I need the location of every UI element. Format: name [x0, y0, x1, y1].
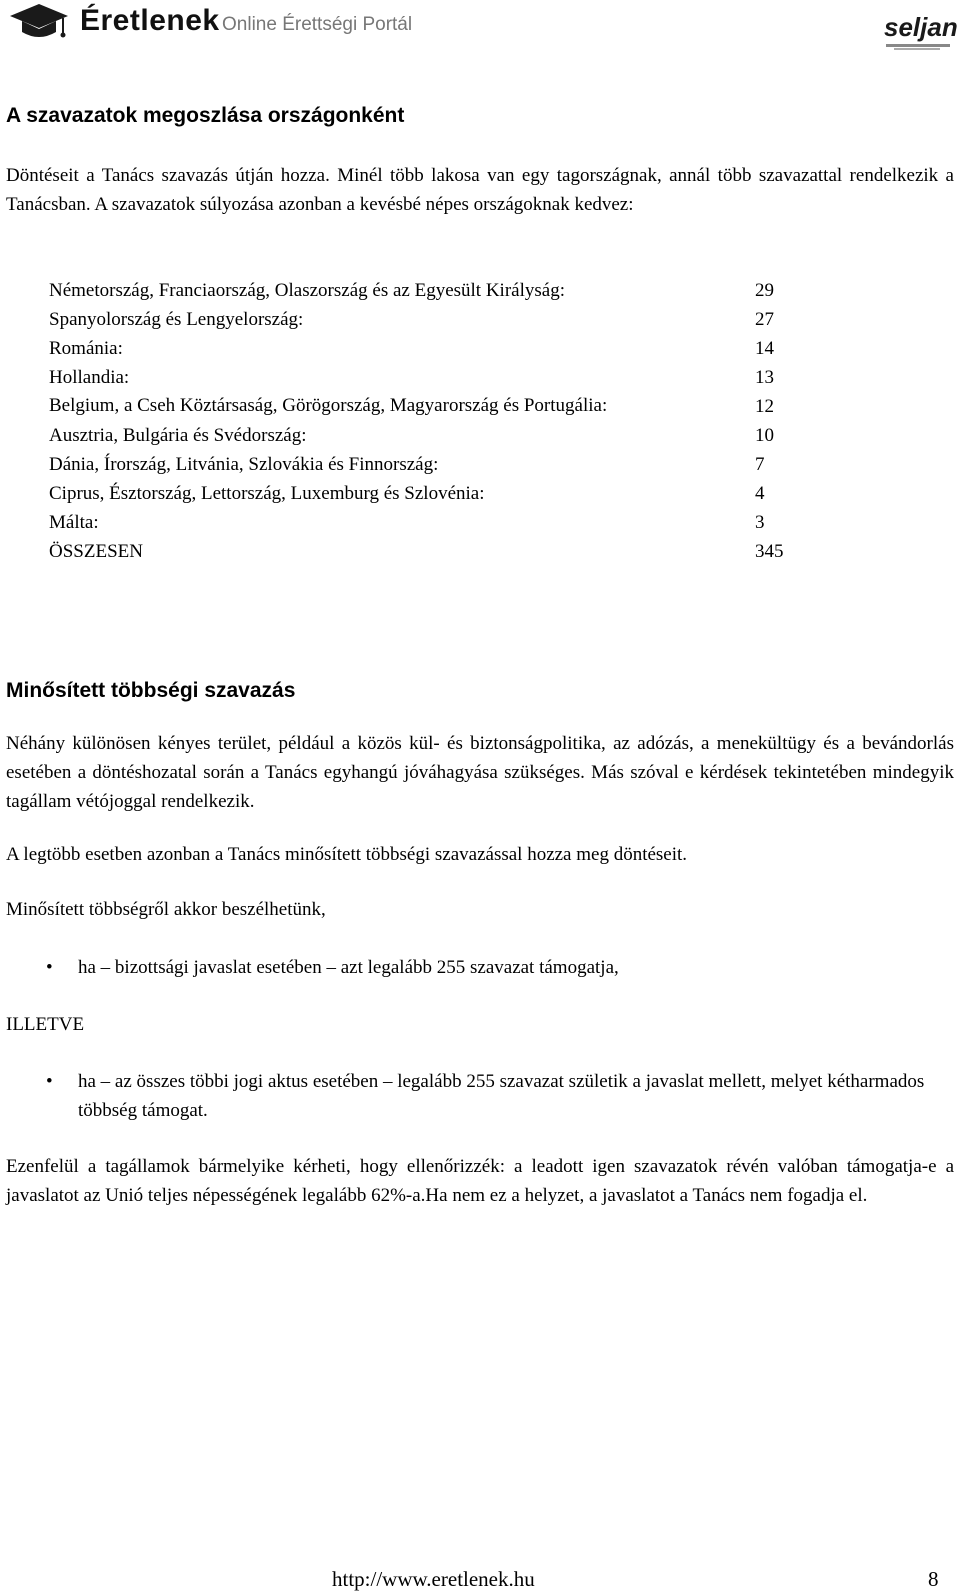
table-row: [49, 421, 815, 450]
bullet-icon: •: [46, 1071, 53, 1092]
country-cell: Spanyolország és Lengyelország:: [49, 309, 304, 330]
table-row: [49, 450, 815, 479]
votes-cell: 10: [755, 425, 774, 446]
votes-cell: 29: [755, 280, 774, 301]
table-row: [49, 479, 815, 508]
graduation-cap-icon: [8, 2, 70, 42]
table-row: [49, 305, 815, 334]
votes-table: [49, 276, 815, 566]
country-cell: Ciprus, Észtország, Lettország, Luxemburg és Szlovénia:: [49, 483, 485, 504]
site-logo-subtitle: Online Érettségi Portál: [222, 14, 413, 35]
list-item-text: ha – bizottsági javaslat esetében – azt legalább 255 szavazat támogatja,: [78, 957, 619, 978]
country-cell: Belgium, a Cseh Köztársaság, Görögország, Magyarország és Portugália:: [49, 394, 608, 416]
votes-cell: 4: [755, 483, 765, 504]
table-row: [49, 508, 815, 537]
votes-cell: 7: [755, 454, 765, 475]
table-row: [49, 392, 815, 421]
country-cell: Németország, Franciaország, Olaszország és az Egyesült Királyság:: [49, 280, 565, 301]
partner-logo-bar: [886, 44, 950, 47]
partner-logo-text: seljan: [884, 12, 958, 42]
country-cell: Hollandia:: [49, 367, 130, 388]
page-number: 8: [928, 1567, 939, 1591]
country-cell: Dánia, Írország, Litvánia, Szlovákia és Finnország:: [49, 454, 439, 475]
table-row: [49, 276, 815, 305]
votes-cell: 27: [755, 309, 774, 330]
country-cell: Románia:: [49, 338, 123, 359]
table-row: [49, 537, 815, 566]
partner-logo: [884, 8, 958, 48]
section-title-qualified-majority: Minősített többségi szavazás: [6, 679, 296, 702]
paragraph-conditions-intro: Minősített többségről akkor beszélhetünk,: [6, 899, 326, 920]
votes-cell: 13: [755, 367, 774, 388]
country-cell: Ausztria, Bulgária és Svédország:: [49, 425, 307, 446]
paragraph-qualified-majority: A legtöbb esetben azonban a Tanács minősített többségi szavazással hozza meg döntéseit.: [6, 844, 688, 865]
bullet-icon: •: [46, 957, 53, 978]
site-logo-text: Éretlenek: [80, 4, 220, 37]
country-cell: Málta:: [49, 512, 99, 533]
paragraph-sensitive-areas: Néhány különösen kényes terület, például a közös kül- és biztonságpolitika, az adózás, a menekültügy és a bevándorlás esetében a döntéshozatal során a Tanács egyhangú jóváhagyása szükséges. Más szóval e kérdések tekintetében mindegyik tagállam vétójoggal rendelkezik.: [6, 733, 954, 812]
illetve-label: ILLETVE: [6, 1014, 85, 1035]
paragraph-population-check: Ezenfelül a tagállamok bármelyike kérheti, hogy ellenőrizzék: a leadott igen szavazatok révén valóban támogatja-e a javaslatot az Unió teljes népességének legalább 62%-a.Ha nem ez a helyzet, a javaslatot a Tanács nem fogadja el.: [6, 1156, 954, 1206]
intro-paragraph: Döntéseit a Tanács szavazás útján hozza. Minél több lakosa van egy tagországnak, annál több szavazattal rendelkezik a Tanácsban. A szavazatok súlyozása azonban a kevésbé népes országoknak kedvez:: [6, 165, 954, 215]
table-row: [49, 334, 815, 363]
section-title-votes: A szavazatok megoszlása országonként: [6, 104, 405, 127]
list-item-text: ha – az összes többi jogi aktus esetében – legalább 255 szavazat születik a javaslat mellett, melyet kétharmados többség támogat.: [78, 1071, 925, 1121]
footer-url-link[interactable]: http://www.eretlenek.hu: [332, 1567, 535, 1591]
page-header: [0, 0, 960, 52]
votes-cell: 12: [755, 396, 774, 417]
votes-cell: 345: [755, 541, 784, 562]
country-cell: ÖSSZESEN: [49, 541, 143, 562]
votes-cell: 3: [755, 512, 765, 533]
votes-cell: 14: [755, 338, 774, 359]
partner-logo-bar: [894, 48, 940, 50]
table-row: [49, 363, 815, 392]
